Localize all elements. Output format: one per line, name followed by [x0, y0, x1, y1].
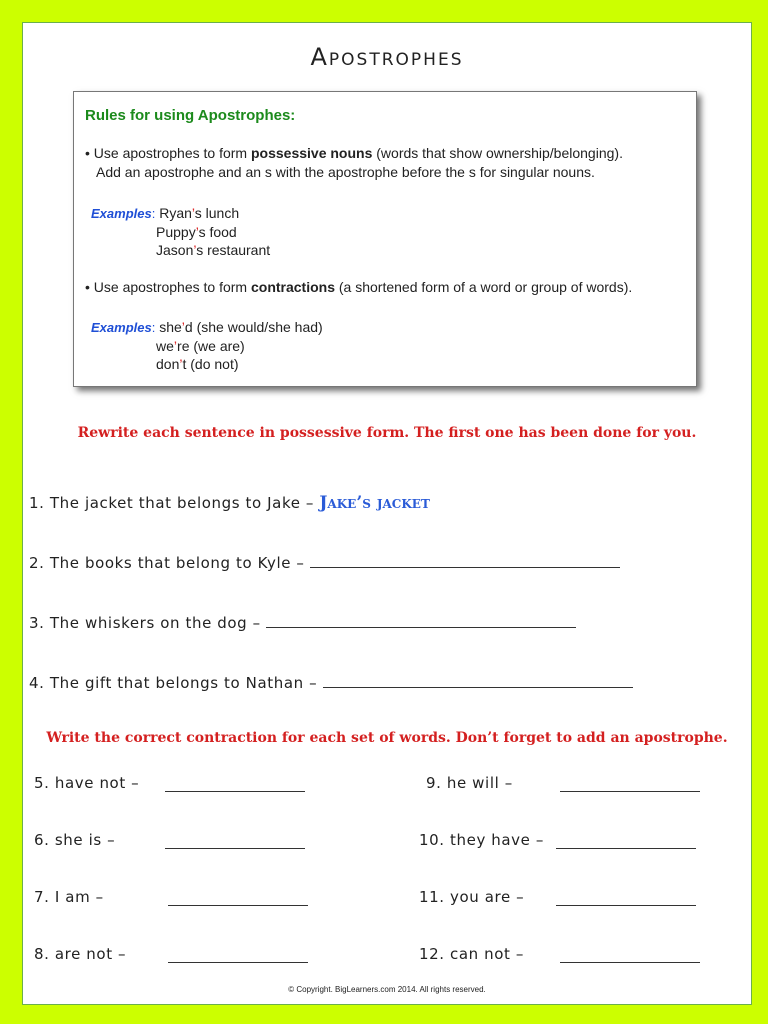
question-11: 11. you are –: [419, 888, 525, 906]
example-item: Jason’s restaurant: [156, 242, 271, 258]
contraction-rule-prefix: • Use apostrophes to form: [85, 279, 251, 295]
question-5: 5. have not –: [34, 774, 140, 792]
worksheet-page: [22, 22, 752, 1005]
example-item: don’t (do not): [156, 356, 239, 372]
possessive-rule-suffix: (words that show ownership/belonging).: [372, 145, 623, 161]
answer-blank[interactable]: [560, 779, 700, 792]
contraction-rule: [85, 278, 685, 297]
answer-blank[interactable]: [310, 555, 620, 568]
question-12: 12. can not –: [419, 945, 524, 963]
possessive-rule-line2: Add an apostrophe and an s with the apostrophe before the s for singular nouns.: [96, 164, 595, 180]
example-answer: Jake’s jacket: [319, 493, 430, 513]
possessive-rule-prefix: • Use apostrophes to form: [85, 145, 251, 161]
question-8: 8. are not –: [34, 945, 127, 963]
copyright-footer: © Copyright. BigLearners.com 2014. All rights reserved.: [288, 985, 486, 994]
example-item: she’d (she would/she had): [159, 319, 323, 335]
rules-box: [73, 91, 697, 387]
answer-blank[interactable]: [560, 950, 700, 963]
example-item: Ryan’s lunch: [159, 205, 240, 221]
possessive-examples: [91, 204, 270, 259]
example-item: Puppy’s food: [156, 224, 237, 240]
contraction-examples: [91, 318, 323, 373]
answer-blank[interactable]: [168, 950, 308, 963]
question-9: 9. he will –: [426, 774, 513, 792]
question-2: 2. The books that belong to Kyle –: [29, 554, 620, 572]
page-title: Apostrophes: [310, 43, 464, 71]
answer-blank[interactable]: [168, 893, 308, 906]
question-10: 10. they have –: [419, 831, 544, 849]
answer-blank[interactable]: [165, 779, 305, 792]
question-4: 4. The gift that belongs to Nathan –: [29, 674, 633, 692]
answer-blank[interactable]: [556, 836, 696, 849]
answer-blank[interactable]: [266, 615, 576, 628]
answer-blank[interactable]: [165, 836, 305, 849]
question-7: 7. I am –: [34, 888, 104, 906]
example-item: we’re (we are): [156, 338, 245, 354]
contraction-rule-suffix: (a shortened form of a word or group of words).: [335, 279, 633, 295]
possessive-rule-bold: possessive nouns: [250, 145, 373, 161]
examples-label: Examples:: [91, 320, 156, 335]
possessive-instruction: Rewrite each sentence in possessive form. The first one has been done for you.: [77, 425, 697, 441]
examples-label: Examples:: [91, 206, 156, 221]
possessive-rule: [85, 144, 685, 182]
question-1: 1. The jacket that belongs to Jake – Jake’s jacket: [29, 493, 430, 513]
rules-heading: Rules for using Apostrophes:: [85, 107, 296, 124]
answer-blank[interactable]: [556, 893, 696, 906]
question-3: 3. The whiskers on the dog –: [29, 614, 576, 632]
contraction-rule-bold: contractions: [250, 279, 335, 295]
answer-blank[interactable]: [323, 675, 633, 688]
contraction-instruction: Write the correct contraction for each set of words. Don’t forget to add an apostrophe.: [46, 730, 728, 746]
question-6: 6. she is –: [34, 831, 116, 849]
